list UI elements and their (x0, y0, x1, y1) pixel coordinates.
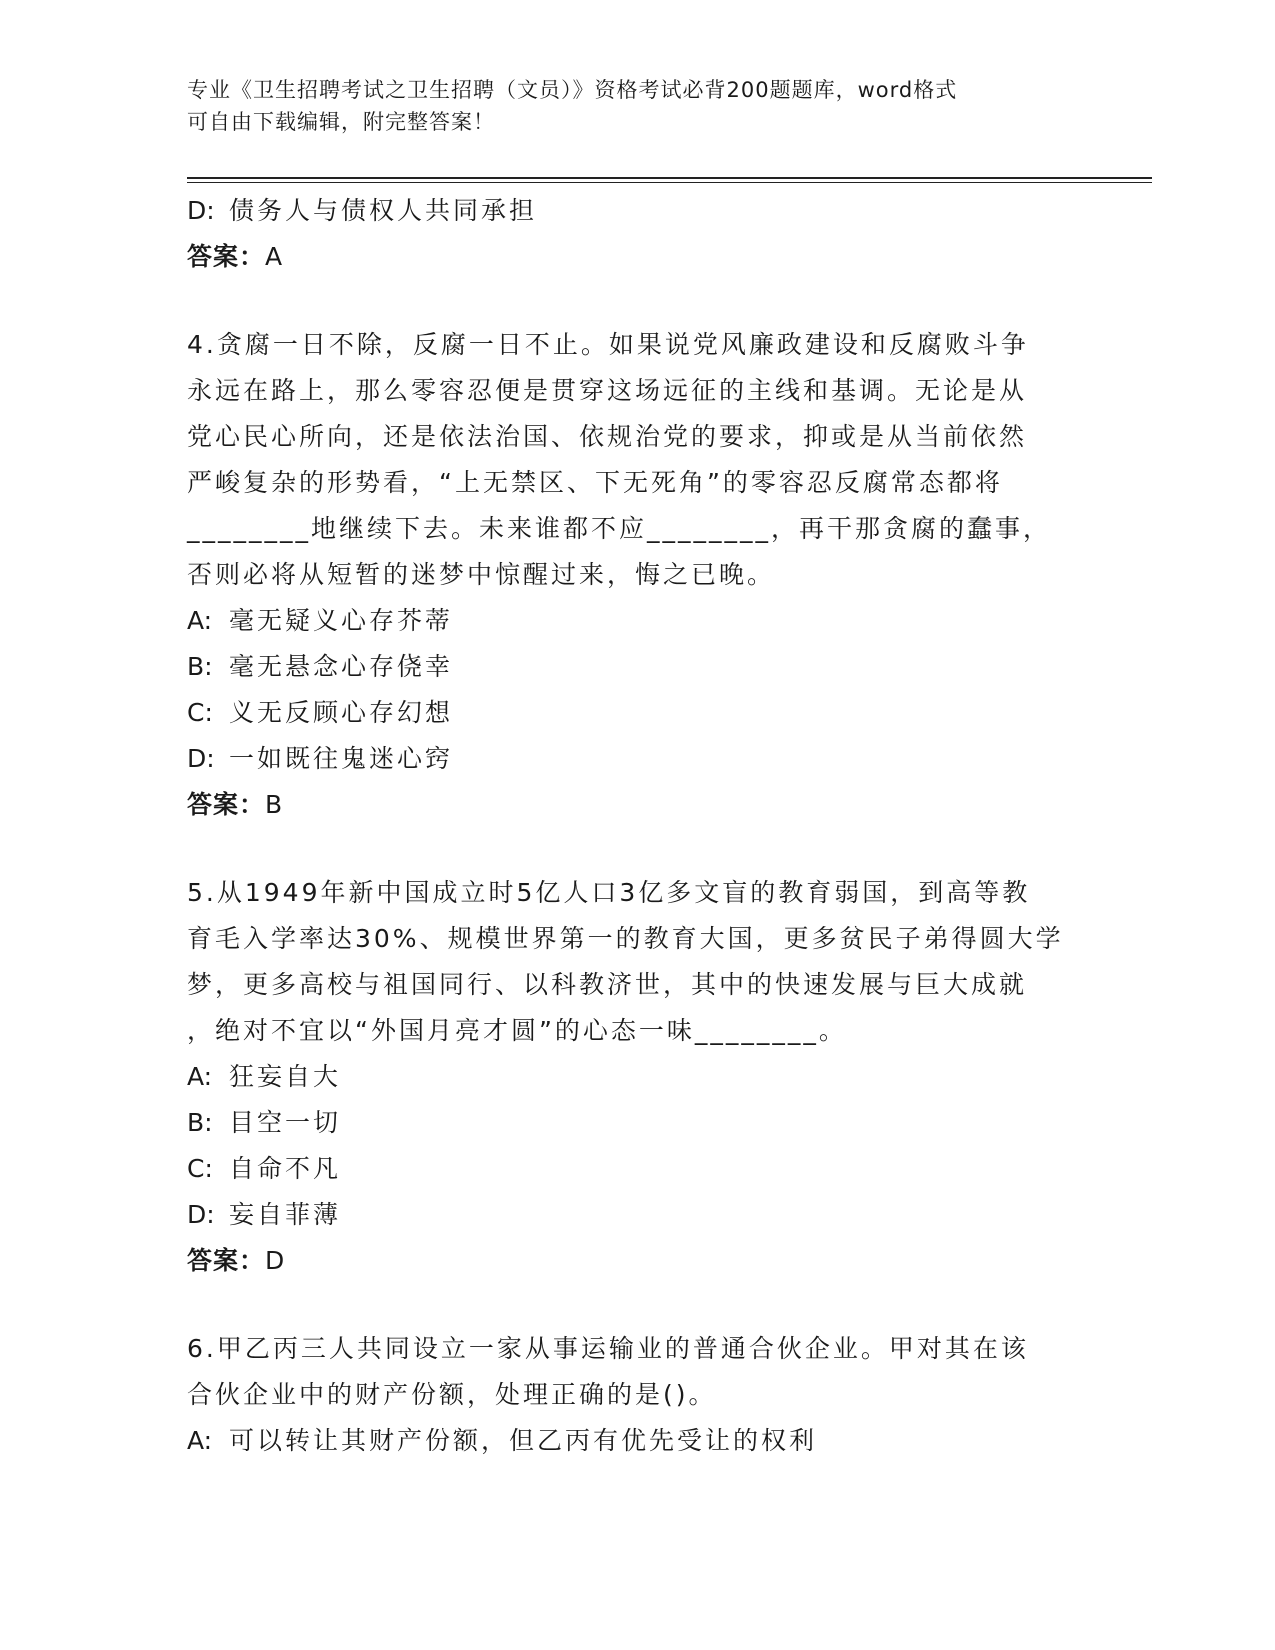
option-key: B: (187, 652, 213, 681)
answer-value: D (265, 1246, 286, 1275)
question-text-line: 梦，更多高校与祖国同行、以科教济世，其中的快速发展与巨大成就 (187, 970, 1028, 999)
option-a (187, 598, 1087, 644)
option-key: A: (187, 1062, 213, 1091)
option-key: C: (187, 698, 213, 727)
question-text-line: ________地继续下去。未来谁都不应________，再干那贪腐的蠢事， (187, 514, 1052, 543)
answer-label: 答案： (187, 242, 266, 271)
question-text-line: 否则必将从短暂的迷梦中惊醒过来，悔之已晚。 (187, 560, 776, 589)
question-text-line: 永远在路上，那么零容忍便是贯穿这场远征的主线和基调。无论是从 (187, 376, 1028, 405)
answer-line (187, 234, 1087, 280)
option-text: 一如既往鬼迷心窍 (229, 744, 454, 773)
option-key: C: (187, 1154, 213, 1183)
option-key: B: (187, 1108, 213, 1137)
option-d (187, 736, 1087, 782)
option-text: 狂妄自大 (229, 1062, 342, 1091)
answer-label: 答案： (187, 790, 266, 819)
option-text: 毫无悬念心存侥幸 (229, 652, 454, 681)
option-text: 债务人与债权人共同承担 (229, 196, 538, 225)
option-key: A: (187, 1426, 213, 1455)
option-key: D: (187, 1200, 215, 1229)
header-divider-thick (187, 177, 1152, 179)
question-5 (187, 870, 1087, 1284)
option-text: 毫无疑义心存芥蒂 (229, 606, 454, 635)
option-c (187, 690, 1087, 736)
option-text: 可以转让其财产份额，但乙丙有优先受让的权利 (229, 1426, 818, 1455)
question-text-line: 5.从1949年新中国成立时5亿人口3亿多文盲的教育弱国，到高等教 (187, 878, 1031, 907)
option-b (187, 644, 1087, 690)
header-line-2: 可自由下载编辑，附完整答案！ (187, 110, 495, 134)
option-c (187, 1146, 1087, 1192)
header-line-1: 专业《卫生招聘考试之卫生招聘（文员）》资格考试必背200题题库，word格式 (187, 78, 958, 102)
option-text: 自命不凡 (229, 1154, 342, 1183)
question-list (187, 188, 1087, 1464)
option-d (187, 1192, 1087, 1238)
page-header (187, 74, 1067, 138)
question-text-line: 4.贪腐一日不除，反腐一日不止。如果说党风廉政建设和反腐败斗争 (187, 330, 1029, 359)
question-text-line: 6.甲乙丙三人共同设立一家从事运输业的普通合伙企业。甲对其在该 (187, 1334, 1029, 1363)
option-b (187, 1100, 1087, 1146)
header-divider-thin (187, 182, 1152, 183)
question-text-line: 党心民心所向，还是依法治国、依规治党的要求，抑或是从当前依然 (187, 422, 1028, 451)
question-text-line: 严峻复杂的形势看，“上无禁区、下无死角”的零容忍反腐常态都将 (187, 468, 1003, 497)
option-text: 目空一切 (229, 1108, 342, 1137)
question-text-line: 育毛入学率达30%、规模世界第一的教育大国，更多贫民子弟得圆大学 (187, 924, 1064, 953)
option-d (187, 188, 1087, 234)
answer-value: B (265, 790, 284, 819)
question-4 (187, 322, 1087, 828)
option-a (187, 1054, 1087, 1100)
answer-value: A (265, 242, 284, 271)
answer-line (187, 1238, 1087, 1284)
answer-line (187, 782, 1087, 828)
question-6 (187, 1326, 1087, 1464)
question-text-line: 合伙企业中的财产份额，处理正确的是()。 (187, 1380, 717, 1409)
option-key: D: (187, 744, 215, 773)
option-text: 妄自菲薄 (229, 1200, 342, 1229)
option-key: D: (187, 196, 215, 225)
option-key: A: (187, 606, 213, 635)
answer-label: 答案： (187, 1246, 266, 1275)
option-text: 义无反顾心存幻想 (229, 698, 454, 727)
option-a (187, 1418, 1087, 1464)
question-text-line: ，绝对不宜以“外国月亮才圆”的心态一味________。 (187, 1016, 847, 1045)
